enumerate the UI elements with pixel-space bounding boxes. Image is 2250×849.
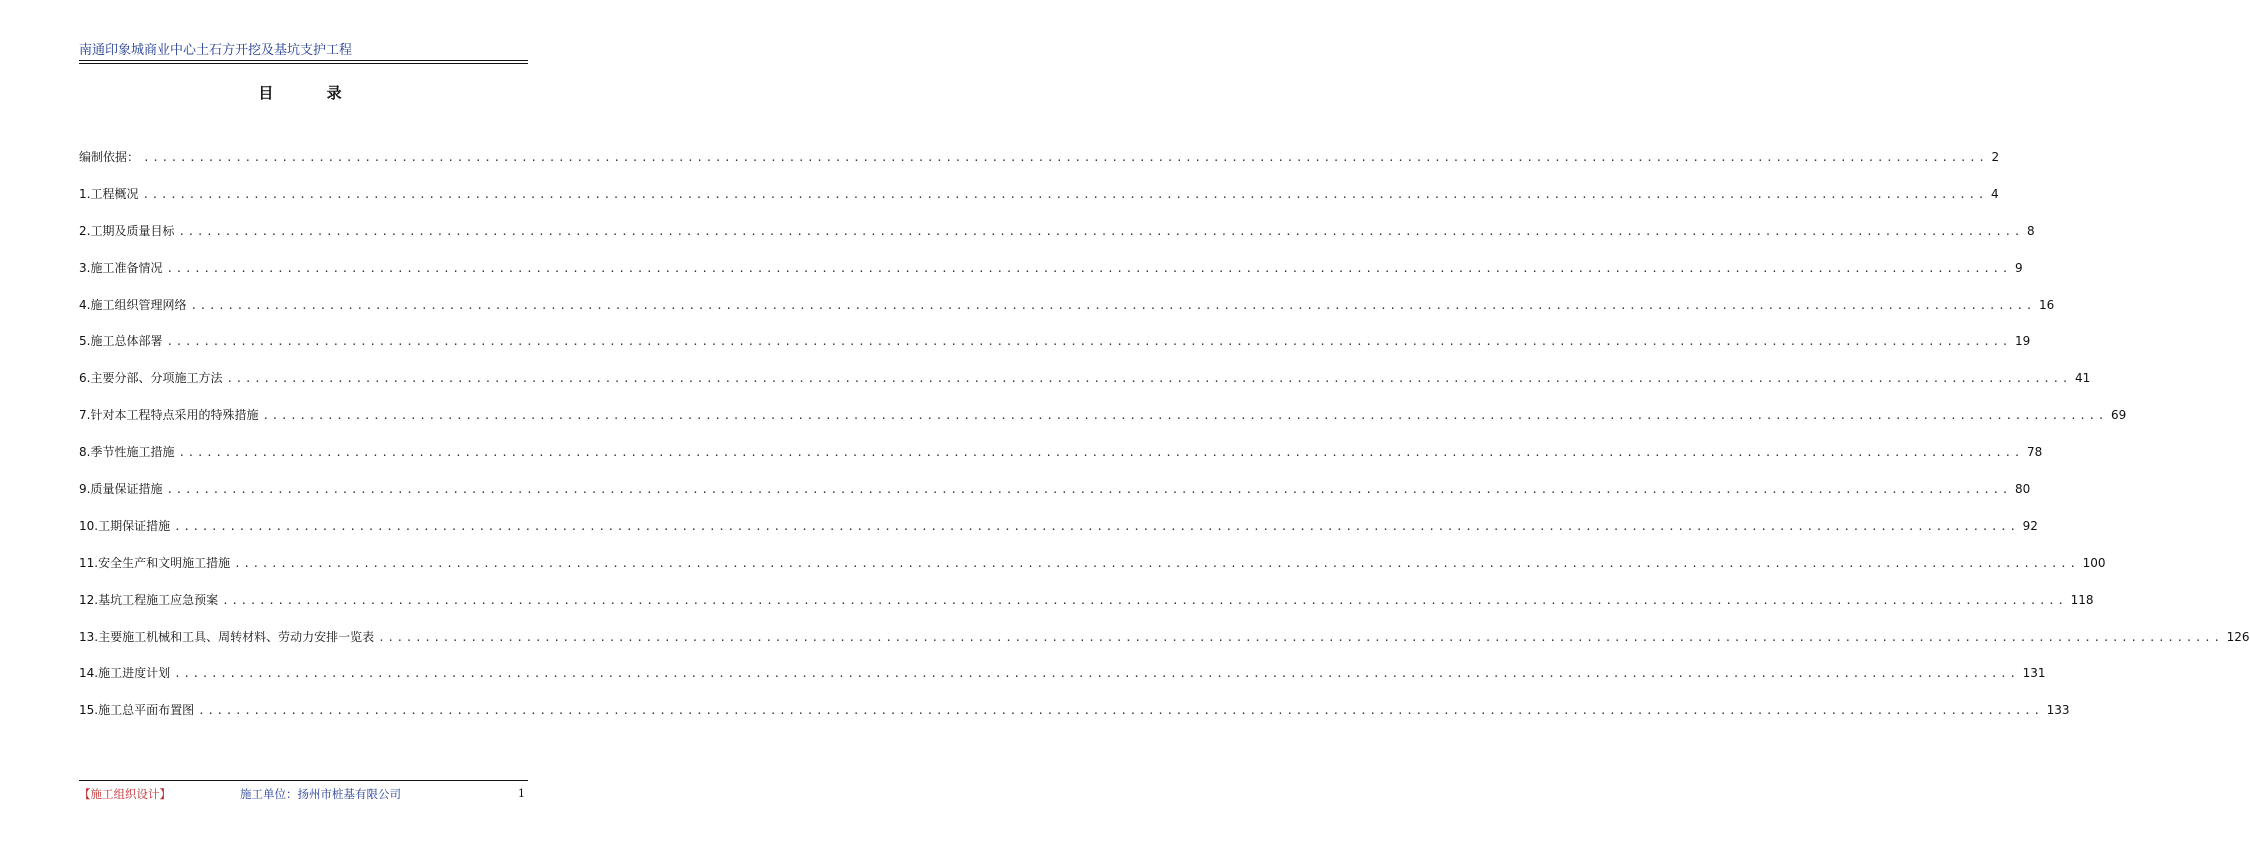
toc-leader-dots: ........................................................................................................................................................................................................ — [178, 224, 2023, 238]
toc-leader-dots: ........................................................................................................................................................................................................ — [174, 519, 2019, 533]
toc-entry-page: 8 — [2026, 223, 2035, 238]
toc-entry-label: 14.施工进度计划 — [79, 666, 171, 681]
toc-entry-label: 5.施工总体部署 — [79, 334, 163, 349]
footer-contractor: 施工单位：扬州市桩基有限公司 — [240, 787, 401, 801]
toc-leader-dots: ........................................................................................................................................................................................................ — [222, 593, 2067, 607]
toc-leader-dots: ........................................................................................................................................................................................................ — [142, 187, 1987, 201]
toc-entry-label: 3.施工准备情况 — [79, 260, 163, 275]
table-of-contents — [79, 148, 2250, 738]
toc-entry-label: 13.主要施工机械和工具、周转材料、劳动力安排一览表 — [79, 629, 375, 644]
toc-entry-label: 15.施工总平面布置图 — [79, 703, 195, 718]
toc-entry-label: 2.工期及质量目标 — [79, 223, 175, 238]
toc-entry-page: 100 — [2082, 555, 2106, 570]
toc-entry[interactable] — [79, 480, 2031, 517]
toc-entry-label: 6.主要分部、分项施工方法 — [79, 371, 223, 386]
toc-leader-dots: ........................................................................................................................................................................................................ — [262, 409, 2107, 423]
toc-entry-label: 9.质量保证措施 — [79, 482, 163, 497]
header-title: 南通印象城商业中心土石方开挖及基坑支护工程 — [79, 43, 353, 58]
toc-entry[interactable] — [79, 185, 1999, 222]
toc-leader-dots: ........................................................................................................................................................................................................ — [166, 335, 2011, 349]
toc-entry-page: 92 — [2022, 518, 2038, 533]
toc-leader-dots: ........................................................................................................................................................................................................ — [198, 704, 2043, 718]
toc-entry-page: 4 — [1990, 186, 1999, 201]
footer-page-number: 1 — [518, 787, 525, 800]
toc-entry[interactable] — [79, 554, 2106, 591]
toc-entry-label: 12.基坑工程施工应急预案 — [79, 592, 219, 607]
toc-entry[interactable] — [79, 296, 2055, 333]
header-divider-thin — [79, 63, 528, 64]
toc-leader-dots: ........................................................................................................................................................................................................ — [174, 667, 2019, 681]
toc-entry[interactable] — [79, 148, 2000, 185]
toc-entry-page: 2 — [1991, 150, 2000, 164]
footer-divider — [79, 780, 528, 781]
page-title: 目 录 — [258, 84, 366, 102]
toc-entry-page: 118 — [2070, 592, 2094, 607]
toc-entry[interactable] — [79, 701, 2070, 738]
toc-entry-page: 19 — [2014, 334, 2031, 349]
toc-entry[interactable] — [79, 628, 2250, 665]
toc-leader-dots: ........................................................................................................................................................................................................ — [190, 298, 2035, 312]
toc-entry[interactable] — [79, 664, 2046, 701]
toc-leader-dots: ........................................................................................................................................................................................................ — [178, 446, 2023, 460]
toc-entry[interactable] — [79, 406, 2127, 443]
footer-doc-type: 【施工组织设计】 — [79, 787, 171, 801]
toc-entry-label: 4.施工组织管理网络 — [79, 297, 187, 312]
toc-entry-page: 9 — [2014, 260, 2023, 275]
toc-entry-label: 编制依据： — [79, 150, 140, 164]
toc-entry-label: 7.针对本工程特点采用的特殊措施 — [79, 408, 259, 423]
toc-leader-dots: ........................................................................................................................................................................................................ — [378, 630, 2223, 644]
header-divider — [79, 60, 528, 61]
toc-leader-dots: ........................................................................................................................................................................................................ — [226, 372, 2071, 386]
toc-leader-dots: ........................................................................................................................................................................................................ — [234, 556, 2079, 570]
toc-entry[interactable] — [79, 443, 2043, 480]
toc-entry[interactable] — [79, 259, 2023, 296]
toc-leader-dots: ........................................................................................................................................................................................................ — [166, 483, 2011, 497]
toc-entry[interactable] — [79, 332, 2031, 369]
toc-leader-dots: ........................................................................................................................................................................................................ — [143, 151, 1988, 164]
toc-entry-label: 1.工程概况 — [79, 186, 139, 201]
toc-leader-dots: ........................................................................................................................................................................................................ — [166, 261, 2011, 275]
toc-entry-page: 78 — [2026, 445, 2043, 460]
toc-entry-page: 69 — [2110, 408, 2127, 423]
toc-entry[interactable] — [79, 222, 2035, 259]
toc-entry-page: 41 — [2074, 371, 2091, 386]
toc-entry-page: 16 — [2038, 297, 2055, 312]
toc-entry-page: 80 — [2014, 482, 2031, 497]
toc-entry-page: 126 — [2226, 629, 2250, 644]
toc-entry-page: 133 — [2046, 703, 2070, 718]
toc-entry[interactable] — [79, 517, 2038, 554]
toc-entry-label: 11.安全生产和文明施工措施 — [79, 555, 231, 570]
toc-entry-label: 10.工期保证措施 — [79, 518, 171, 533]
toc-entry-page: 131 — [2022, 666, 2046, 681]
toc-entry[interactable] — [79, 369, 2091, 406]
toc-entry[interactable] — [79, 591, 2094, 628]
toc-entry-label: 8.季节性施工措施 — [79, 445, 175, 460]
